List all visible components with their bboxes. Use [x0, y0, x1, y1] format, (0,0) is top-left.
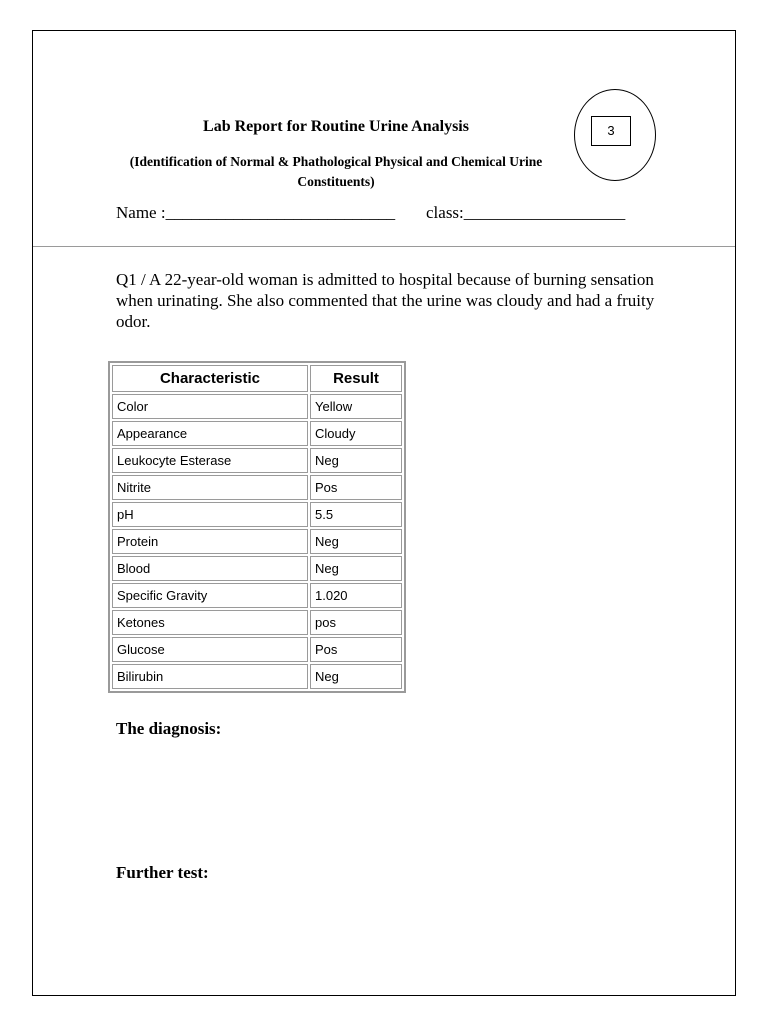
characteristic-cell: Ketones	[112, 610, 308, 635]
report-subtitle: (Identification of Normal & Phathological Physical and Chemical Urine Constituents)	[129, 154, 543, 189]
table-row	[112, 529, 402, 554]
characteristic-cell: Specific Gravity	[112, 583, 308, 608]
class-field-line: class:___________________	[426, 203, 626, 222]
column-header-characteristic: Characteristic	[112, 365, 308, 392]
result-cell: pos	[310, 610, 402, 635]
table-row	[112, 394, 402, 419]
table-row	[112, 502, 402, 527]
characteristic-cell: Leukocyte Esterase	[112, 448, 308, 473]
page-number-box: 3	[591, 116, 631, 146]
result-cell: Yellow	[310, 394, 402, 419]
further-test-heading: Further test:	[116, 863, 209, 882]
characteristic-cell: Appearance	[112, 421, 308, 446]
table-row	[112, 610, 402, 635]
table-header-row	[112, 365, 402, 392]
characteristic-cell: pH	[112, 502, 308, 527]
result-cell: Neg	[310, 529, 402, 554]
diagnosis-heading: The diagnosis:	[116, 719, 222, 738]
result-cell: Neg	[310, 448, 402, 473]
characteristic-cell: Glucose	[112, 637, 308, 662]
column-header-result: Result	[310, 365, 402, 392]
characteristic-cell: Protein	[112, 529, 308, 554]
result-cell: 5.5	[310, 502, 402, 527]
result-cell: Neg	[310, 664, 402, 689]
table-row	[112, 637, 402, 662]
result-cell: Pos	[310, 637, 402, 662]
result-cell: Pos	[310, 475, 402, 500]
result-cell: Cloudy	[310, 421, 402, 446]
table-row	[112, 556, 402, 581]
table-row	[112, 583, 402, 608]
table-row	[112, 421, 402, 446]
result-cell: Neg	[310, 556, 402, 581]
urinalysis-results-table	[108, 361, 406, 693]
characteristic-cell: Color	[112, 394, 308, 419]
characteristic-cell: Nitrite	[112, 475, 308, 500]
characteristic-cell: Blood	[112, 556, 308, 581]
name-field-line: Name :___________________________	[116, 203, 396, 222]
table-row	[112, 475, 402, 500]
report-title: Lab Report for Routine Urine Analysis	[203, 118, 469, 135]
question-text: Q1 / A 22-year-old woman is admitted to hospital because of burning sensation when urinating. She also commented that the urine was cloudy and had a fruity odor.	[116, 270, 655, 331]
table-row	[112, 448, 402, 473]
result-cell: 1.020	[310, 583, 402, 608]
characteristic-cell: Bilirubin	[112, 664, 308, 689]
table-row	[112, 664, 402, 689]
header-divider	[33, 246, 735, 247]
